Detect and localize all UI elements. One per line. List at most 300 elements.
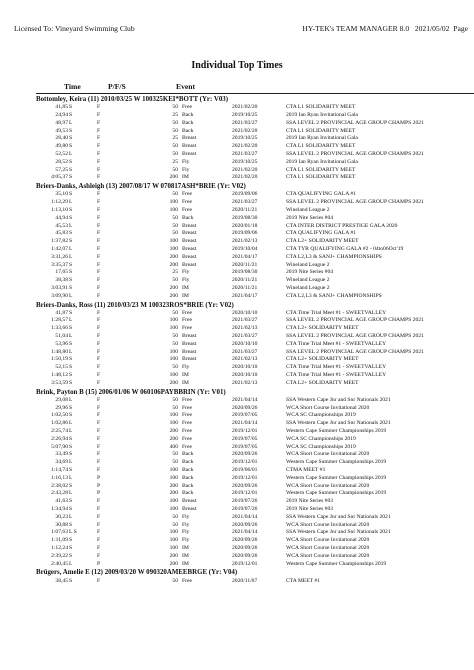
- meet-name: SSA LEVEL 2 PROVINCIAL AGE GROUP CHAMPS 2021: [286, 150, 424, 157]
- stroke: Free: [182, 577, 192, 584]
- pfs: F: [97, 325, 101, 332]
- pfs: F: [97, 135, 101, 142]
- pfs: F: [97, 412, 101, 419]
- swim-date: 2021/02/20: [232, 104, 258, 111]
- stroke: Fly: [182, 513, 190, 520]
- result-row: [0, 553, 474, 561]
- meet-name: SSA LEVEL 2 PROVINCIAL AGE GROUP CHAMPS 2021: [286, 348, 424, 355]
- time: 41,85: [55, 104, 68, 111]
- result-row: [0, 128, 474, 136]
- distance: 50: [172, 404, 178, 411]
- pfs: F: [97, 277, 101, 284]
- pfs: F: [97, 269, 101, 276]
- stroke: IM: [182, 379, 189, 386]
- meet-name: Western Cape Summer Championships 2019: [286, 428, 387, 435]
- course: L: [69, 222, 73, 229]
- course: L S: [69, 529, 77, 536]
- pfs: F: [97, 577, 101, 584]
- meet-name: CTA MEET #1: [286, 577, 320, 584]
- pfs: F: [97, 521, 101, 528]
- meet-name: CTA L1 SOLIDARITY MEET: [286, 174, 356, 181]
- course: S: [69, 412, 73, 419]
- meet-name: WCA Short Course Invitational 2020: [286, 537, 370, 544]
- stroke: Free: [182, 206, 192, 213]
- course: S: [69, 104, 73, 111]
- course: S: [69, 537, 73, 544]
- result-row: [0, 325, 474, 333]
- result-row: [0, 428, 474, 436]
- distance: 50: [172, 127, 178, 134]
- meet-name: Western Cape Summer Championships 2019: [286, 560, 387, 567]
- pfs: F: [97, 150, 101, 157]
- result-row: [0, 341, 474, 349]
- stroke: Breast: [182, 230, 197, 237]
- meet-name: 2019 Nite Series #04: [286, 214, 334, 221]
- meet-name: Western Cape Summer Championships 2019: [286, 474, 387, 481]
- stroke: Back: [182, 214, 194, 221]
- time: 2:39,22: [51, 552, 68, 559]
- swim-date: 2019/12/01: [232, 490, 258, 497]
- meet-name: CTA QUALIFYING GALA #1: [286, 191, 356, 198]
- distance: 25: [172, 135, 178, 142]
- distance: 100: [169, 372, 178, 379]
- course: S: [69, 467, 73, 474]
- time: 1:28,57: [51, 317, 68, 324]
- time: 3:35,37: [51, 261, 68, 268]
- pfs: F: [97, 191, 101, 198]
- pfs: F: [97, 245, 101, 252]
- stroke: IM: [182, 560, 189, 567]
- pfs: P: [97, 482, 101, 489]
- swim-date: 2019/12/01: [232, 459, 258, 466]
- time: 52,15: [55, 364, 68, 371]
- meet-name: Wineland League 2: [286, 206, 330, 213]
- swim-date: 2019/09/06: [232, 191, 258, 198]
- course: L: [69, 428, 73, 435]
- time: 1:12,29: [51, 199, 68, 206]
- pfs: F: [97, 222, 101, 229]
- meet-name: CTA QUALIFYING GALA #1: [286, 230, 356, 237]
- course: S: [69, 158, 73, 165]
- distance: 50: [172, 143, 178, 150]
- distance: 200: [169, 490, 178, 497]
- distance: 200: [169, 435, 178, 442]
- time: 28,52: [55, 158, 68, 165]
- time: 48,97: [55, 119, 68, 126]
- time: 5:07,90: [51, 443, 68, 450]
- time: 1:14,74: [51, 467, 68, 474]
- result-row: [0, 490, 474, 498]
- pfs: F: [97, 261, 101, 268]
- swim-date: 2021/02/13: [232, 379, 258, 386]
- stroke: Fly: [182, 269, 190, 276]
- pfs: F: [97, 513, 101, 520]
- stroke: Breast: [182, 356, 197, 363]
- result-row: [0, 317, 474, 325]
- swim-date: 2019/07/05: [232, 435, 258, 442]
- course: S: [69, 451, 73, 458]
- pfs: F: [97, 309, 101, 316]
- result-row: [0, 174, 474, 182]
- distance: 25: [172, 269, 178, 276]
- swim-date: 2019/08/30: [232, 269, 258, 276]
- swim-date: 2020/01/18: [232, 222, 258, 229]
- result-row: [0, 561, 474, 569]
- result-row: [0, 104, 474, 112]
- stroke: IM: [182, 174, 189, 181]
- meet-name: CTA L2+ SOLIDARITY MEET: [286, 325, 359, 332]
- pfs: F: [97, 420, 101, 427]
- meet-name: WCA SC Championships 2019: [286, 435, 356, 442]
- result-row: [0, 207, 474, 215]
- result-row: [0, 522, 474, 530]
- swim-date: 2021/02/13: [232, 325, 258, 332]
- stroke: IM: [182, 544, 189, 551]
- course: S: [69, 174, 73, 181]
- result-row: [0, 135, 474, 143]
- pfs: F: [97, 166, 101, 173]
- stroke: Free: [182, 396, 192, 403]
- stroke: Breast: [182, 340, 197, 347]
- time: 3:31,26: [51, 253, 68, 260]
- pfs: F: [97, 529, 101, 536]
- stroke: Fly: [182, 277, 190, 284]
- meet-name: Western Cape Summer Championships 2019: [286, 490, 387, 497]
- course: S: [69, 340, 73, 347]
- stroke: Back: [182, 451, 194, 458]
- pfs: F: [97, 552, 101, 559]
- stroke: Free: [182, 420, 192, 427]
- distance: 200: [169, 379, 178, 386]
- pfs: F: [97, 253, 101, 260]
- meet-name: SSA Western Cape Jnr and Snr Nationals 2021: [286, 513, 391, 520]
- result-row: [0, 333, 474, 341]
- swim-date: 2019/10/25: [232, 135, 258, 142]
- meet-name: Wineland League 2: [286, 261, 330, 268]
- distance: 50: [172, 222, 178, 229]
- time: 1:16,13: [51, 474, 68, 481]
- result-row: [0, 578, 474, 586]
- swim-date: 2020/09/26: [232, 521, 258, 528]
- swim-date: 2020/10/10: [232, 364, 258, 371]
- report-title: Individual Top Times: [191, 60, 283, 71]
- time: 53,96: [55, 340, 68, 347]
- distance: 50: [172, 214, 178, 221]
- distance: 50: [172, 309, 178, 316]
- stroke: Breast: [182, 333, 197, 340]
- result-row: [0, 151, 474, 159]
- swim-date: 2019/10/25: [232, 158, 258, 165]
- pfs: F: [97, 451, 101, 458]
- time: 3:03,91: [51, 284, 68, 291]
- swimmer-heading: Briers-Danks, Ashleigh (13) 2007/08/17 W 070817ASH*BRIE (Yr: V02): [36, 183, 246, 191]
- course: S: [69, 261, 73, 268]
- distance: 100: [169, 245, 178, 252]
- result-row: [0, 537, 474, 545]
- time: 52,52: [55, 150, 68, 157]
- result-row: [0, 475, 474, 483]
- col-pfs: P/F/S: [108, 82, 126, 91]
- meet-name: WCA Short Course Invitational 2020: [286, 544, 370, 551]
- pfs: F: [97, 340, 101, 347]
- result-row: [0, 372, 474, 380]
- pfs: P: [97, 474, 101, 481]
- distance: 50: [172, 333, 178, 340]
- pfs: F: [97, 364, 101, 371]
- distance: 25: [172, 158, 178, 165]
- swim-date: 2019/07/05: [232, 443, 258, 450]
- time: 30,88: [55, 521, 68, 528]
- time: 2:25,74: [51, 428, 68, 435]
- meet-name: 2019 Nite Series #03: [286, 506, 334, 512]
- time: 30,23: [55, 513, 68, 520]
- time: 1:02,86: [51, 420, 68, 427]
- distance: 100: [169, 498, 178, 505]
- time: 1:48,80: [51, 348, 68, 355]
- course: S: [69, 191, 73, 198]
- course: S: [69, 498, 73, 505]
- distance: 50: [172, 191, 178, 198]
- stroke: Back: [182, 127, 194, 134]
- pfs: F: [97, 206, 101, 213]
- results-list: [0, 95, 474, 585]
- distance: 50: [172, 521, 178, 528]
- pfs: F: [97, 238, 101, 245]
- course: L: [69, 119, 73, 126]
- course: S: [69, 482, 73, 489]
- time: 1:13,10: [51, 206, 68, 213]
- meet-name: CTA TYR QUALIFYING GALA #2 - 04to06Oct'19: [286, 245, 404, 252]
- meet-name: CTA Time Trial Meet #1 - SWEETVALLEY: [286, 340, 387, 347]
- pfs: F: [97, 537, 101, 544]
- distance: 200: [169, 292, 178, 299]
- course: L: [69, 396, 73, 403]
- pfs: F: [97, 459, 101, 466]
- distance: 50: [172, 104, 178, 111]
- result-row: [0, 364, 474, 372]
- pfs: F: [97, 333, 101, 340]
- course: S: [69, 372, 73, 379]
- stroke: Back: [182, 459, 194, 466]
- swim-date: 2019/12/01: [232, 560, 258, 567]
- swim-date: 2019/06/01: [232, 467, 258, 474]
- course: S: [69, 506, 73, 512]
- result-row: [0, 436, 474, 444]
- swim-date: 2019/08/30: [232, 214, 258, 221]
- result-row: [0, 483, 474, 491]
- meet-name: WCA SC Championships 2019: [286, 412, 356, 419]
- result-row: [0, 514, 474, 522]
- time: 29,96: [55, 404, 68, 411]
- meet-name: WCA Short Course Invitational 2020: [286, 451, 370, 458]
- swim-date: 2020/11/21: [232, 284, 258, 291]
- stroke: Fly: [182, 364, 190, 371]
- result-row: [0, 191, 474, 199]
- stroke: Free: [182, 443, 192, 450]
- distance: 100: [169, 537, 178, 544]
- distance: 100: [169, 529, 178, 536]
- course: L: [69, 560, 73, 567]
- distance: 100: [169, 348, 178, 355]
- meet-name: CTA L1 SOLIDARITY MEET: [286, 127, 356, 134]
- meet-name: 2019 Ian Ryan Invitational Gala: [286, 158, 358, 165]
- meet-name: SSA Western Cape Jnr and Snr Nationals 2021: [286, 420, 391, 427]
- pfs: F: [97, 428, 101, 435]
- meet-name: SSA LEVEL 2 PROVINCIAL AGE GROUP CHAMPS 2021: [286, 199, 424, 206]
- distance: 50: [172, 577, 178, 584]
- pfs: F: [97, 111, 101, 118]
- course: L: [69, 245, 73, 252]
- stroke: IM: [182, 552, 189, 559]
- course: S: [69, 435, 73, 442]
- swimmer-heading: Brügers, Amelie E (12) 2009/03/20 W 090320AMEEBRGE (Yr: V04): [36, 569, 238, 577]
- result-row: [0, 143, 474, 151]
- distance: 100: [169, 412, 178, 419]
- stroke: Back: [182, 490, 194, 497]
- distance: 50: [172, 451, 178, 458]
- stroke: Breast: [182, 135, 197, 142]
- time: 2:43,28: [51, 490, 68, 497]
- time: 1:34,94: [51, 506, 68, 512]
- meet-name: CTA Time Trial Meet #1 - SWEETVALLEY: [286, 372, 387, 379]
- pfs: F: [97, 143, 101, 150]
- meet-name: WCA SC Championships 2019: [286, 443, 356, 450]
- result-row: [0, 246, 474, 254]
- swim-date: 2021/03/27: [232, 333, 258, 340]
- result-row: [0, 254, 474, 262]
- license-text: Licensed To: Vineyard Swimming Club: [14, 24, 135, 33]
- pfs: F: [97, 284, 101, 291]
- swim-date: 2021/02/13: [232, 356, 258, 363]
- time: 44,94: [55, 214, 68, 221]
- course: S: [69, 166, 73, 173]
- distance: 50: [172, 396, 178, 403]
- meet-name: CTA L2+ SOLIDARITY MEET: [286, 356, 359, 363]
- course: L: [69, 317, 73, 324]
- swim-date: 2019/07/05: [232, 412, 258, 419]
- distance: 200: [169, 284, 178, 291]
- result-row: [0, 420, 474, 428]
- distance: 200: [169, 253, 178, 260]
- meet-name: 2019 Ian Ryan Invitational Gala: [286, 135, 358, 142]
- meet-name: WCA Short Course Invitational 2020: [286, 552, 370, 559]
- pfs: P: [97, 490, 101, 497]
- meet-name: CTA L1 SOLIDARITY MEET: [286, 104, 356, 111]
- distance: 50: [172, 513, 178, 520]
- meet-name: SSA LEVEL 2 PROVINCIAL AGE GROUP CHAMPS 2021: [286, 333, 424, 340]
- header-right: [302, 24, 468, 34]
- course: L: [69, 253, 73, 260]
- result-row: [0, 199, 474, 207]
- stroke: Back: [182, 467, 194, 474]
- course: S: [69, 577, 73, 584]
- time: 49,53: [55, 127, 68, 134]
- time: 1:42,07: [51, 245, 68, 252]
- result-row: [0, 112, 474, 120]
- page-header: [14, 24, 468, 34]
- distance: 50: [172, 119, 178, 126]
- distance: 400: [169, 443, 178, 450]
- result-row: [0, 230, 474, 238]
- swim-date: 2019/12/01: [232, 428, 258, 435]
- course: S: [69, 379, 73, 386]
- course: S: [69, 443, 73, 450]
- distance: 50: [172, 459, 178, 466]
- stroke: Breast: [182, 143, 197, 150]
- distance: 50: [172, 277, 178, 284]
- time: 1:48,12: [51, 372, 68, 379]
- course: S: [69, 238, 73, 245]
- pfs: F: [97, 230, 101, 237]
- pfs: F: [97, 443, 101, 450]
- pfs: F: [97, 396, 101, 403]
- stroke: Fly: [182, 529, 190, 536]
- course: S: [69, 111, 73, 118]
- swim-date: 2021/04/17: [232, 292, 258, 299]
- meet-name: CTMA MEET #1: [286, 467, 326, 474]
- time: 45,53: [55, 222, 68, 229]
- time: 38,38: [55, 277, 68, 284]
- time: 17,65: [55, 269, 68, 276]
- course: S: [69, 364, 73, 371]
- time: 33,49: [55, 451, 68, 458]
- result-row: [0, 262, 474, 270]
- result-row: [0, 293, 474, 301]
- course: L: [69, 150, 73, 157]
- swim-date: 2021/02/20: [232, 143, 258, 150]
- stroke: Fly: [182, 537, 190, 544]
- time: 49,80: [55, 143, 68, 150]
- swim-date: 2020/09/26: [232, 552, 258, 559]
- result-row: [0, 120, 474, 128]
- result-row: [0, 412, 474, 420]
- distance: 200: [169, 261, 178, 268]
- course: L: [69, 348, 73, 355]
- course: S: [69, 404, 73, 411]
- distance: 200: [169, 428, 178, 435]
- result-row: [0, 356, 474, 364]
- meet-name: WCA Short Course Invitational 2020: [286, 482, 370, 489]
- result-row: [0, 451, 474, 459]
- pfs: F: [97, 506, 101, 512]
- swim-date: 2020/11/07: [232, 577, 258, 584]
- meet-name: CTA L1 SOLIDARITY MEET: [286, 143, 356, 150]
- swim-date: 2019/09/06: [232, 230, 258, 237]
- time: 28,40: [55, 135, 68, 142]
- meet-name: WCA Short Course Invitational 2020: [286, 521, 370, 528]
- result-row: [0, 529, 474, 537]
- result-row: [0, 159, 474, 167]
- distance: 50: [172, 364, 178, 371]
- distance: 100: [169, 474, 178, 481]
- result-row: [0, 444, 474, 452]
- course: S: [69, 521, 73, 528]
- distance: 100: [169, 420, 178, 427]
- swim-date: 2019/10/04: [232, 245, 258, 252]
- swim-date: 2019/07/26: [232, 506, 258, 512]
- swim-date: 2021/03/27: [232, 119, 258, 126]
- course: L: [69, 420, 73, 427]
- course: S: [69, 284, 73, 291]
- time: 2:26,94: [51, 435, 68, 442]
- stroke: Free: [182, 412, 192, 419]
- col-event: Event: [176, 82, 195, 91]
- meet-name: CTA L2,L3 & SANJ+ CHAMPIONSHIPS: [286, 292, 382, 299]
- distance: 50: [172, 166, 178, 173]
- time: 41,63: [55, 498, 68, 505]
- swim-date: 2021/02/13: [232, 238, 258, 245]
- pfs: P: [97, 560, 101, 567]
